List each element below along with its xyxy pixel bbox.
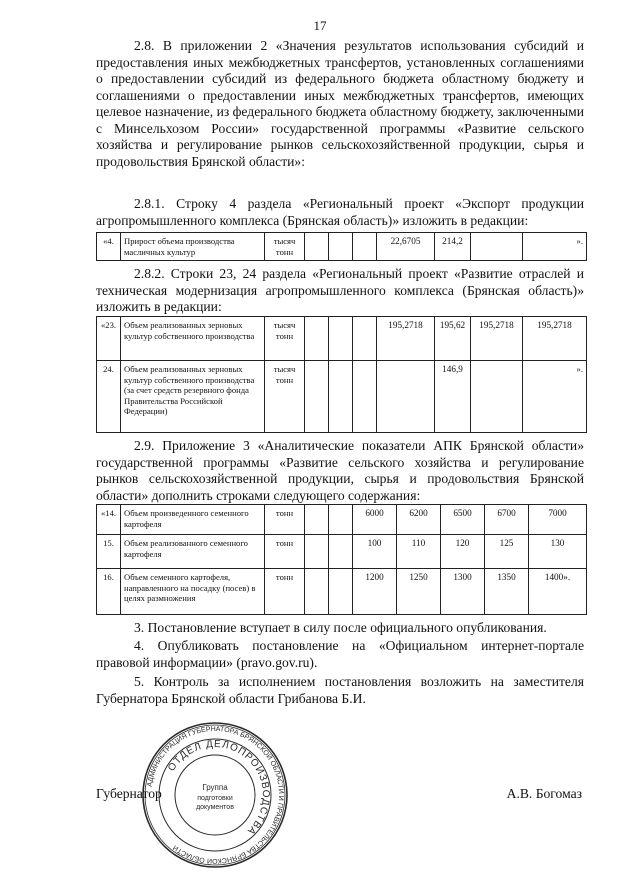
unit: тонн [265,505,305,535]
value-cell: 195,2718 [523,317,587,361]
indicator-name: Объем реализованных зерновых культур собственного производства [121,317,265,361]
value-cell: 125 [485,535,529,569]
table-row [97,317,587,361]
value-cell: 6000 [353,505,397,535]
value-cell: ». [523,361,587,433]
stamp-department-textpath: ОТДЕЛ ДЕЛОПРОИЗВОДСТВА [166,738,272,837]
paragraph-5: 5. Контроль за исполнением постановления возложить на заместителя Губернатора Брянской области Грибанова Б.И. [96,674,584,706]
value-cell: 110 [397,535,441,569]
table-section-modernization [96,316,587,433]
value-cell: 7000 [529,505,587,535]
value-cell [305,535,329,569]
value-cell [305,361,329,433]
value-cell: 1300 [441,569,485,615]
value-cell: 195,2718 [471,317,523,361]
indicator-name: Объем семенного картофеля, направленного на посадку (посев) в целях размножения [121,569,265,615]
paragraph-2-8-2: 2.8.2. Строки 23, 24 раздела «Региональный проект «Развитие отраслей и техническая модернизация агропромышленного комплекса (Брянская область)» изложить в редакции: [96,266,584,314]
value-cell [329,569,353,615]
value-cell [471,361,523,433]
value-cell: 100 [353,535,397,569]
row-number: 15. [97,535,121,569]
indicator-name: Прирост объема производства масличных культур [121,233,265,261]
paragraph-2-8: 2.8. В приложении 2 «Значения результатов использования субсидий и предоставления иных межбюджетных трансфертов, установленных соглашениями о предоставлении субсидий из федерального бюджета областному бюджету и соглашениями о предоставлении иных межбюджетных трансфертов, имеющих целевое назначение, из федерального бюджета областному бюджету, заключенными с Минсельхозом России» государственной программы «Развитие сельского хозяйства и регулирование рынков сельскохозяйственной продукции, сырья и продовольствия Брянской области»: [96,38,584,169]
signature-title: Губернатор [96,786,162,801]
row-number: 24. [97,361,121,433]
value-cell [353,317,377,361]
paragraph-3: 3. Постановление вступает в силу после официального опубликования. [134,620,547,635]
row-number: «4. [97,233,121,261]
row-number: 16. [97,569,121,615]
value-cell [471,233,523,261]
value-cell [329,535,353,569]
table-row [97,361,587,433]
official-stamp [140,720,290,870]
value-cell [329,361,353,433]
value-cell [353,233,377,261]
value-cell: 130 [529,535,587,569]
value-cell [305,317,329,361]
table-row [97,233,587,261]
value-cell: 1350 [485,569,529,615]
table-analytic-indicators [96,504,587,615]
stamp-ring-textpath: АДМИНИСТРАЦИЯ ГУБЕРНАТОРА БРЯНСКОЙ ОБЛАСТИ И ПРАВИТЕЛЬСТВА БРЯНСКОЙ ОБЛАСТИ [146,725,285,865]
value-cell: 6700 [485,505,529,535]
row-number: «14. [97,505,121,535]
value-cell: 214,2 [435,233,471,261]
value-cell: 6500 [441,505,485,535]
paragraph-2-9: 2.9. Приложение 3 «Аналитические показатели АПК Брянской области» государственной программы «Развитие сельского хозяйства и регулирование рынков сельскохозяйственной продукции, сырья и продовольствия Брянской области» дополнить строками следующего содержания: [96,438,584,503]
table-row [97,535,587,569]
value-cell: 1400». [529,569,587,615]
unit: тысяч тонн [265,233,305,261]
indicator-name: Объем произведенного семенного картофеля [121,505,265,535]
value-cell [305,233,329,261]
paragraph-2-8-1: 2.8.1. Строку 4 раздела «Региональный проект «Экспорт продукции агропромышленного комплекса (Брянская область)» изложить в редакции: [96,196,584,228]
value-cell [305,569,329,615]
unit: тонн [265,535,305,569]
stamp-inner-line-1: Группа [202,783,228,792]
value-cell: 1250 [397,569,441,615]
unit: тысяч тонн [265,317,305,361]
value-cell [329,505,353,535]
value-cell [329,317,353,361]
page-number: 17 [313,18,327,33]
unit: тысяч тонн [265,361,305,433]
value-cell [329,233,353,261]
value-cell: 1200 [353,569,397,615]
table-section-export [96,232,587,261]
table-row [97,569,587,615]
value-cell: ». [523,233,587,261]
indicator-name: Объем реализованных зерновых культур собственного производства (за счет средств резервного фонда Правительства Российской Федерации) [121,361,265,433]
row-number: «23. [97,317,121,361]
stamp-inner-line-3: документов [196,804,234,811]
stamp-inner-line-2: подготовки [197,795,233,802]
signature-name: А.В. Богомаз [506,786,582,801]
unit: тонн [265,569,305,615]
value-cell [305,505,329,535]
value-cell: 22,6705 [377,233,435,261]
paragraph-4: 4. Опубликовать постановление на «Официальном интернет-портале правовой информации» (pravo.gov.ru). [96,638,584,670]
value-cell: 146,9 [435,361,471,433]
value-cell [377,361,435,433]
indicator-name: Объем реализованного семенного картофеля [121,535,265,569]
value-cell: 120 [441,535,485,569]
value-cell: 6200 [397,505,441,535]
value-cell [353,361,377,433]
value-cell: 195,2718 [377,317,435,361]
table-row [97,505,587,535]
value-cell: 195,62 [435,317,471,361]
